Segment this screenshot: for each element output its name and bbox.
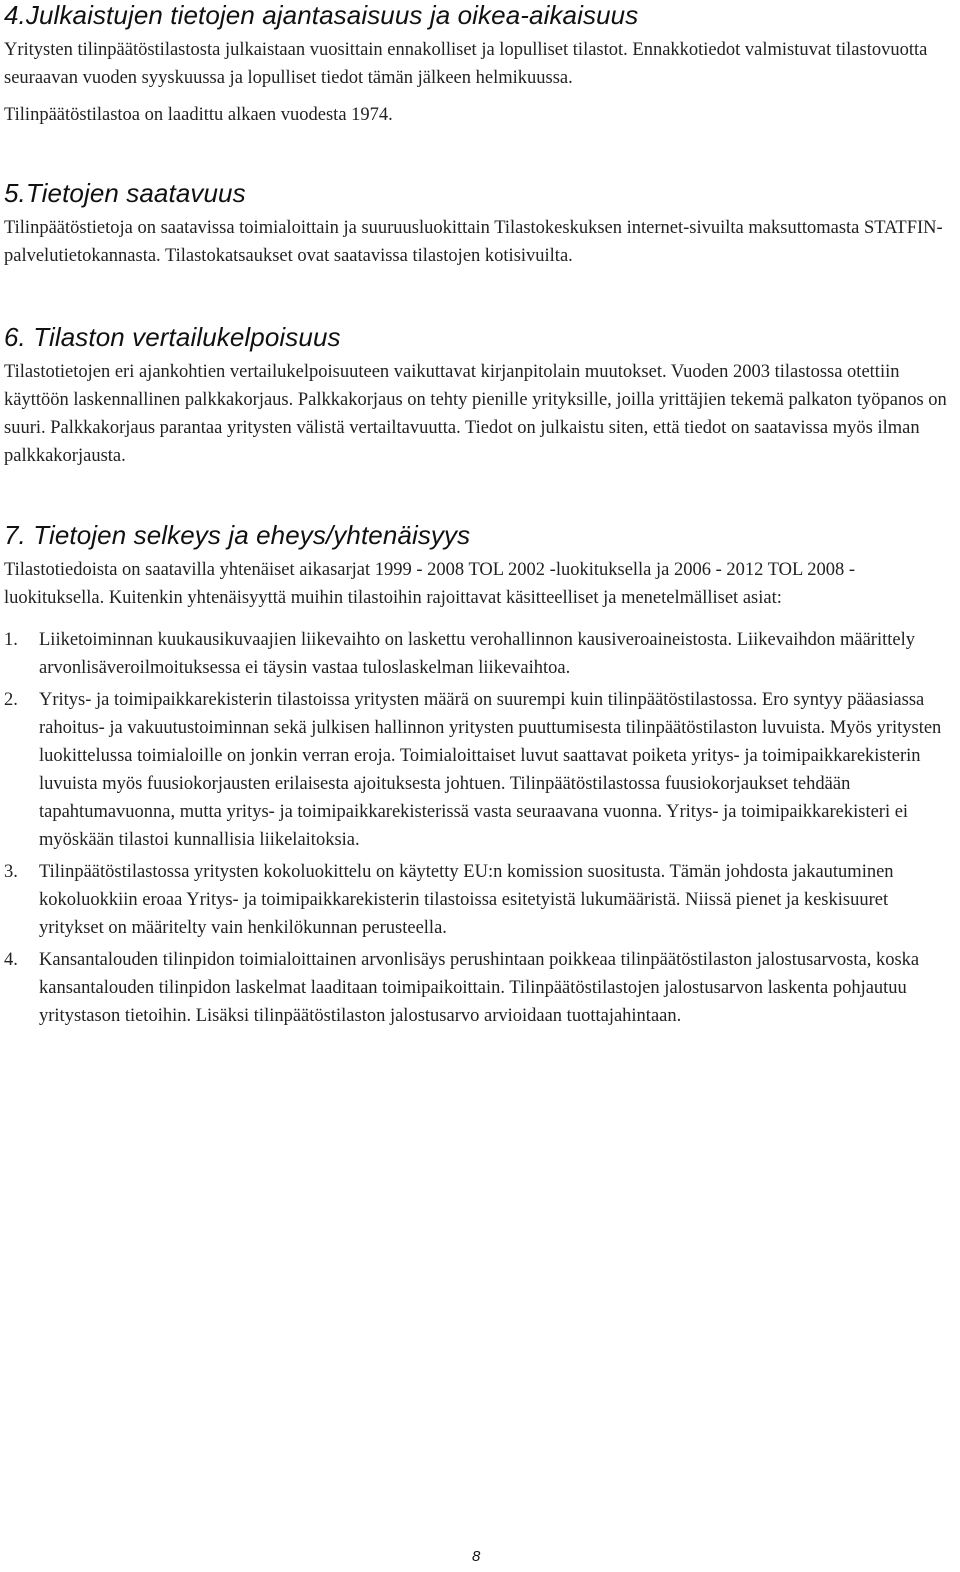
- section-4-paragraph-2: Tilinpäätöstilastoa on laadittu alkaen vuodesta 1974.: [4, 105, 393, 125]
- section-7-paragraph-1: Tilastotiedoista on saatavilla yhtenäiset aikasarjat 1999 - 2008 TOL 2002 -luokituksella ja 2006 - 2012 TOL 2008 -luokituksella. Kuitenkin yhtenäisyyttä muihin tilastoihin rajoittavat käsitteelliset ja menetelmälliset asiat:: [4, 560, 856, 608]
- section-4-heading: 4.Julkaistujen tietojen ajantasaisuus ja oikea-aikaisuus: [4, 0, 639, 30]
- section-6-paragraph-1: Tilastotietojen eri ajankohtien vertailukelpoisuuteen vaikuttavat kirjanpitolain muutokset. Vuoden 2003 tilastossa otettiin käyttöön laskennallinen palkkakorjaus. Palkkakorjaus on tehty pienille yrityksille, joilla yrittäjien tekemä palkaton työpanos on suuri. Palkkakorjaus parantaa yritysten välistä vertailtavuutta. Tiedot on julkaistu siten, että tiedot on saatavissa myös ilman palkkakorjausta.: [4, 362, 947, 466]
- section-6-heading: 6. Tilaston vertailukelpoisuus: [4, 322, 341, 352]
- list-item: [4, 946, 954, 1030]
- section-6: [4, 322, 954, 470]
- section-7: [4, 520, 954, 1034]
- list-item-number: 2.: [4, 690, 18, 710]
- section-5: [4, 178, 954, 270]
- section-4: [4, 0, 954, 129]
- section-4-paragraph-1: Yritysten tilinpäätöstilastosta julkaistaan vuosittain ennakolliset ja lopulliset tilastot. Ennakkotiedot valmistuvat tilastovuotta seuraavan vuoden syyskuussa ja lopulliset tiedot tämän jälkeen helmikuussa.: [4, 40, 928, 88]
- list-item: [4, 858, 954, 942]
- list-item-number: 3.: [4, 862, 18, 882]
- list-item-text: Yritys- ja toimipaikkarekisterin tilastoissa yritysten määrä on suurempi kuin tilinpäätöstilastossa. Ero syntyy pääasiassa rahoitus- ja vakuutustoiminnan sekä julkisen hallinnon yritysten puuttumisesta tilinpäätöstilaston luvuista. Myös yritysten luokittelussa toimialoille on jonkin verran eroja. Toimialoittaiset luvut saattavat poiketa yritys- ja toimipaikkarekisterin luvuista myös fuusiokorjausten erilaisesta ajoituksesta johtuen. Tilinpäätöstilastossa fuusiokorjaukset tehdään tapahtumavuonna, mutta yritys- ja toimipaikkarekisterissä vasta seuraavana vuonna. Yritys- ja toimipaikkarekisteri ei myöskään tilastoi kunnallisia liikelaitoksia.: [39, 690, 942, 850]
- list-item: [4, 626, 954, 682]
- list-item: [4, 686, 954, 854]
- section-5-paragraph-1: Tilinpäätöstietoja on saatavissa toimialoittain ja suuruusluokittain Tilastokeskuksen internet-sivuilta maksuttomasta STATFIN-palvelutietokannasta. Tilastokatsaukset ovat saatavissa tilastojen kotisivuilta.: [4, 218, 943, 266]
- list-item-text: Kansantalouden tilinpidon toimialoittainen arvonlisäys perushintaan poikkeaa tilinpäätöstilaston jalostusarvosta, koska kansantalouden tilinpidon laskelmat laaditaan toimipaikoittain. Tilinpäätöstilastojen jalostusarvon laskenta pohjautuu yritystason tietoihin. Lisäksi tilinpäätöstilaston jalostusarvo arvioidaan tuottajahintaan.: [39, 950, 920, 1026]
- list-item-number: 1.: [4, 630, 18, 650]
- list-item-text: Tilinpäätöstilastossa yritysten kokoluokittelu on käytetty EU:n komission suositusta. Tämän johdosta jakautuminen kokoluokkiin eroaa Yritys- ja toimipaikkarekisterin tilastoissa esitetyistä lukumääristä. Niissä pienet ja keskisuuret yritykset on määritelty vain henkilökunnan perusteella.: [39, 862, 894, 938]
- section-7-list: [4, 626, 954, 1030]
- page-number: 8: [472, 1548, 481, 1565]
- section-7-heading: 7. Tietojen selkeys ja eheys/yhtenäisyys: [4, 520, 471, 550]
- list-item-number: 4.: [4, 950, 18, 970]
- section-5-heading: 5.Tietojen saatavuus: [4, 178, 246, 208]
- list-item-text: Liiketoiminnan kuukausikuvaajien liikevaihto on laskettu verohallinnon kausiveroaineistosta. Liikevaihdon määrittely arvonlisäveroilmoituksessa ei täysin vastaa tuloslaskelman liikevaihtoa.: [39, 630, 915, 678]
